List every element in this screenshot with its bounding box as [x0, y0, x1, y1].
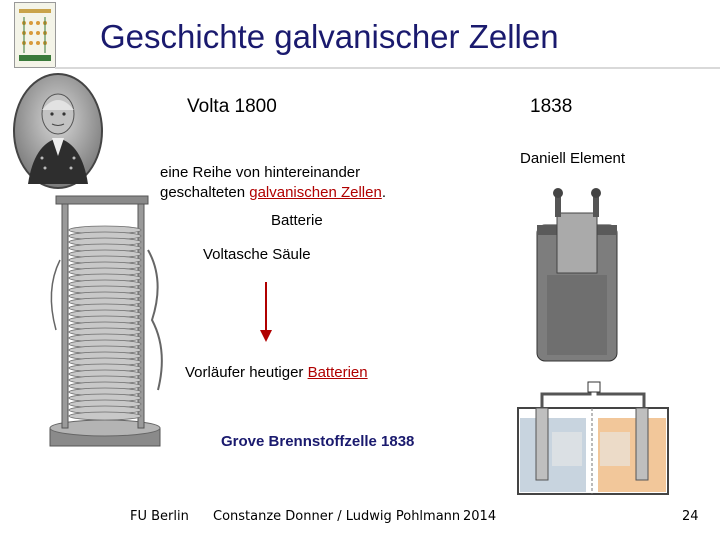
volta-heading: Volta 1800	[187, 96, 277, 117]
footer-institution: FU Berlin	[130, 509, 189, 524]
vorlaeufer-prefix: Vorläufer heutiger	[185, 364, 308, 381]
daniell-element-image	[527, 185, 627, 365]
volta-portrait	[12, 72, 104, 190]
description-line-2	[160, 184, 386, 201]
daniell-label: Daniell Element	[520, 150, 626, 167]
description-prefix: geschalteten	[160, 184, 250, 201]
university-logo	[14, 2, 56, 68]
footer-year: 2014	[463, 509, 497, 524]
footer-authors: Constanze Donner / Ludwig Pohlmann	[213, 509, 461, 524]
description-suffix: .	[381, 184, 386, 201]
title-divider	[55, 67, 720, 69]
batterien-link[interactable]: Batterien	[307, 364, 368, 381]
grove-label: Grove Brennstoffzelle 1838	[221, 433, 415, 450]
vorlaeufer-text	[185, 364, 368, 381]
slide-title: Geschichte galvanischer Zellen	[100, 18, 559, 55]
page-number: 24	[682, 509, 699, 524]
pile-disc	[69, 412, 141, 420]
voltaic-pile-image	[40, 190, 180, 460]
down-arrow	[258, 282, 274, 344]
grove-fuel-cell-diagram	[512, 372, 674, 496]
batterie-label: Batterie	[271, 212, 323, 229]
voltasche-saeule-label: Voltasche Säule	[203, 246, 311, 263]
galvanische-zellen-link[interactable]: galvanischen Zellen	[249, 184, 382, 201]
description-line-1: eine Reihe von hintereinander	[160, 164, 361, 181]
year-1838: 1838	[530, 96, 573, 117]
